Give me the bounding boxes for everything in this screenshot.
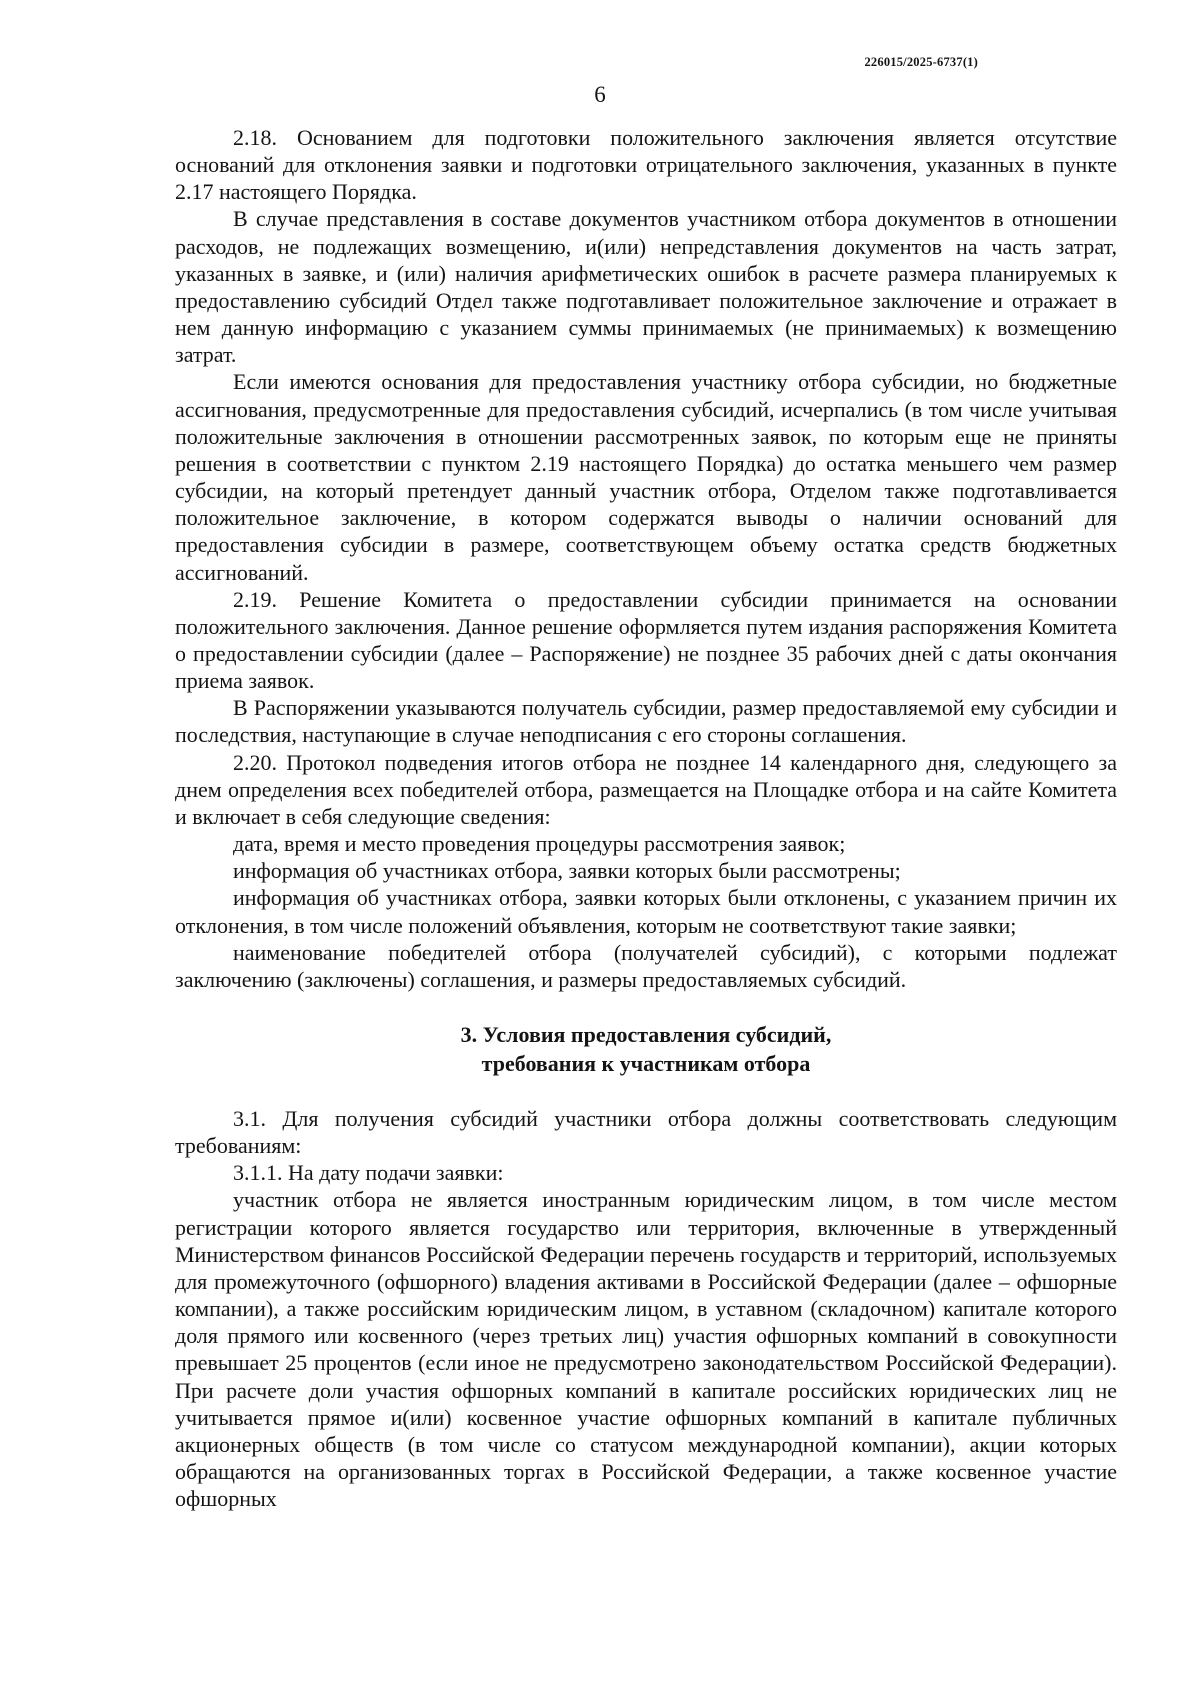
registration-code: 226015/2025-6737(1) xyxy=(864,55,978,69)
list-item: дата, время и место проведения процедуры рассмотрения заявок; xyxy=(233,831,846,857)
section-heading xyxy=(175,1020,1117,1078)
section-heading-line: требования к участникам отбора xyxy=(481,1051,811,1076)
list-item: информация об участниках отбора, заявки которых были рассмотрены; xyxy=(233,858,901,884)
section-heading-line: 3. Условия предоставления субсидий, xyxy=(460,1022,832,1047)
paragraph-3-1: 3.1. Для получения субсидий участники отбора должны соответствовать следующим требованиям: xyxy=(175,1106,1117,1159)
list-item: информация об участниках отбора, заявки которых были отклонены, с указанием причин их отклонения, в том числе положений объявления, которым не соответствуют такие заявки; xyxy=(175,885,1117,938)
paragraph: В случае представления в составе документов участником отбора документов в отношении расходов, не подлежащих возмещению, и(или) непредставления документов на часть затрат, указанных в заявке, и (или) наличия арифметических ошибок в расчете размера планируемых к предоставлению субсидий Отдел также подготавливает положительное заключение и отражает в нем данную информацию с указанием суммы принимаемых (не принимаемых) к возмещению затрат. xyxy=(175,206,1117,368)
page-number: 6 xyxy=(594,82,606,107)
paragraph-3-1-1: 3.1.1. На дату подачи заявки: xyxy=(233,1160,504,1186)
paragraph-2-19: 2.19. Решение Комитета о предоставлении субсидии принимается на основании положительного заключения. Данное решение оформляется путем издания распоряжения Комитета о предоставлении субсидии (далее – Распоряжение) не позднее 35 рабочих дней с даты окончания приема заявок. xyxy=(175,586,1117,694)
paragraph: В Распоряжении указываются получатель субсидии, размер предоставляемой ему субсидии и последствия, наступающие в случае неподписания с его стороны соглашения. xyxy=(175,695,1117,748)
paragraph-2-18: 2.18. Основанием для подготовки положительного заключения является отсутствие оснований для отклонения заявки и подготовки отрицательного заключения, указанных в пункте 2.17 настоящего Порядка. xyxy=(175,125,1117,205)
paragraph: участник отбора не является иностранным юридическим лицом, в том числе местом регистрации которого является государство или территория, включенные в утвержденный Министерством финансов Российской Федерации перечень государств и территорий, используемых для промежуточного (офшорного) владения активами в Российской Федерации (далее – офшорные компании), а также российским юридическим лицом, в уставном (складочном) капитале которого доля прямого или косвенного (через третьих лиц) участия офшорных компаний в совокупности превышает 25 процентов (если иное не предусмотрено законодательством Российской Федерации). При расчете доли участия офшорных компаний в капитале российских юридических лиц не учитывается прямое и(или) косвенное участие офшорных компаний в капитале публичных акционерных обществ (в том числе со статусом международной компании), акции которых обращаются на организованных торгах в Российской Федерации, а также косвенное участие офшорных xyxy=(175,1187,1117,1512)
paragraph: Если имеются основания для предоставления участнику отбора субсидии, но бюджетные ассигнования, предусмотренные для предоставления субсидий, исчерпались (в том числе учитывая положительные заключения в отношении рассмотренных заявок, по которым еще не приняты решения в соответствии с пунктом 2.19 настоящего Порядка) до остатка меньшего чем размер субсидии, на который претендует данный участник отбора, Отделом также подготавливается положительное заключение, в котором содержатся выводы о наличии оснований для предоставления субсидии в размере, соответствующем объему остатка средств бюджетных ассигнований. xyxy=(175,369,1117,585)
paragraph-2-20: 2.20. Протокол подведения итогов отбора не позднее 14 календарного дня, следующего за днем определения всех победителей отбора, размещается на Площадке отбора и на сайте Комитета и включает в себя следующие сведения: xyxy=(175,749,1117,829)
list-item: наименование победителей отбора (получателей субсидий), с которыми подлежат заключению (заключены) соглашения, и размеры предоставляемых субсидий. xyxy=(175,939,1117,992)
document-body xyxy=(175,124,1117,1512)
